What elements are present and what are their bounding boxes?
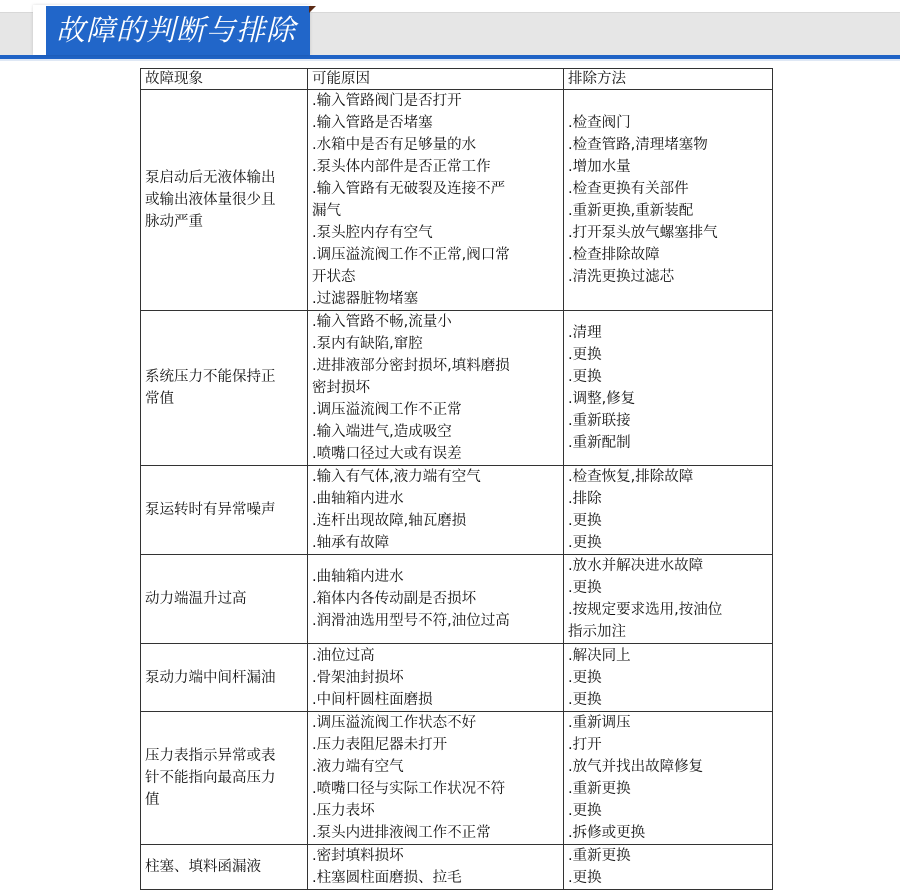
table-row	[141, 466, 773, 555]
cause-line: .输入有气体,液力端有空气	[312, 469, 481, 485]
remedy-line: .检查阀门	[568, 115, 631, 131]
symptom-line: 系统压力不能保持正	[145, 369, 276, 385]
remedy-line: .放气并找出故障修复	[568, 759, 704, 775]
remedy-line: .更换	[568, 803, 602, 819]
cause-line: .泵头腔内存有空气	[312, 225, 433, 241]
remedy-cell	[564, 466, 773, 555]
remedy-line: .检查更换有关部件	[568, 181, 689, 197]
remedy-line: .调整,修复	[568, 391, 636, 407]
symptom-cell	[141, 311, 308, 466]
cause-line: .液力端有空气	[312, 759, 404, 775]
symptom-line: 脉动严重	[145, 214, 203, 230]
symptom-line: 值	[145, 792, 160, 808]
symptom-cell	[141, 845, 308, 890]
cause-line: .压力表阻尼器未打开	[312, 737, 448, 753]
column-header-remedy: 排除方法	[564, 69, 773, 90]
remedy-cell	[564, 845, 773, 890]
cause-line: .输入管路阀门是否打开	[312, 93, 462, 109]
page-title: 故障的判断与排除	[46, 6, 310, 55]
cause-cell	[308, 555, 564, 644]
remedy-line: .打开泵头放气螺塞排气	[568, 225, 718, 241]
cause-cell	[308, 466, 564, 555]
remedy-line: .更换	[568, 669, 602, 686]
cause-cell	[308, 845, 564, 890]
cause-line: .箱体内各传动副是否损坏	[312, 591, 477, 607]
remedy-line: .清理	[568, 325, 602, 341]
cause-line: .喷嘴口径与实际工作状况不符	[312, 781, 506, 797]
remedy-line: .重新更换	[568, 781, 631, 797]
remedy-line: .解决同上	[568, 647, 631, 664]
remedy-cell	[564, 90, 773, 311]
cause-line: .调压溢流阀工作不正常,阀口常	[312, 247, 510, 263]
symptom-line: 柱塞、填料函漏液	[145, 859, 261, 875]
cause-line: 漏气	[312, 203, 341, 219]
cause-line: .骨架油封损坏	[312, 669, 404, 686]
cause-line: .曲轴箱内进水	[312, 569, 404, 585]
remedy-line: .拆修或更换	[568, 825, 646, 841]
cause-line: .密封填料损坏	[312, 848, 404, 864]
cause-line: .曲轴箱内进水	[312, 491, 404, 507]
remedy-line: .放水并解决进水故障	[568, 558, 704, 574]
cause-line: .中间杆圆柱面磨损	[312, 691, 433, 708]
cause-cell	[308, 90, 564, 311]
symptom-line: 泵动力端中间杆漏油	[145, 669, 276, 686]
cause-line: .润滑油选用型号不符,油位过高	[312, 613, 510, 629]
cause-line: .调压溢流阀工作状态不好	[312, 715, 477, 731]
symptom-cell	[141, 712, 308, 845]
table-row	[141, 644, 773, 712]
cause-cell	[308, 712, 564, 845]
remedy-line: .重新更换,重新装配	[568, 203, 694, 219]
symptom-line: 泵运转时有异常噪声	[145, 502, 276, 518]
table-row	[141, 712, 773, 845]
cause-line: .输入管路有无破裂及连接不严	[312, 181, 506, 197]
remedy-line: .更换	[568, 513, 602, 529]
column-header-cause: 可能原因	[308, 69, 564, 90]
cause-cell	[308, 644, 564, 712]
cause-line: .压力表坏	[312, 803, 375, 819]
cause-line: .进排液部分密封损坏,填料磨损	[312, 358, 510, 374]
table-header-row	[141, 69, 773, 90]
remedy-line: .更换	[568, 369, 602, 385]
table-row	[141, 311, 773, 466]
remedy-line: 指示加注	[568, 624, 626, 640]
table-row	[141, 90, 773, 311]
cause-line: .输入管路是否堵塞	[312, 115, 433, 131]
remedy-line: .清洗更换过滤芯	[568, 269, 675, 285]
cause-line: .泵头内进排液阀工作不正常	[312, 825, 491, 841]
remedy-line: .更换	[568, 535, 602, 551]
symptom-cell	[141, 555, 308, 644]
remedy-cell	[564, 712, 773, 845]
remedy-line: .排除	[568, 491, 602, 507]
cause-line: .调压溢流阀工作不正常	[312, 402, 462, 418]
table-row	[141, 555, 773, 644]
symptom-line: 或输出液体量很少且	[145, 192, 276, 208]
symptom-cell	[141, 466, 308, 555]
title-corner-decoration	[309, 6, 316, 13]
remedy-line: .检查恢复,排除故障	[568, 469, 694, 485]
remedy-line: .更换	[568, 691, 602, 708]
remedy-cell	[564, 311, 773, 466]
symptom-cell	[141, 644, 308, 712]
symptom-line: 压力表指示异常或表	[145, 748, 276, 764]
cause-line: .油位过高	[312, 647, 375, 664]
remedy-line: .重新联接	[568, 413, 631, 429]
remedy-line: .重新调压	[568, 715, 631, 731]
cause-line: .喷嘴口径过大或有误差	[312, 446, 462, 462]
symptom-line: 常值	[145, 391, 174, 407]
remedy-line: .按规定要求选用,按油位	[568, 602, 723, 618]
table-row	[141, 845, 773, 890]
remedy-line: .重新配制	[568, 435, 631, 451]
symptom-line: 动力端温升过高	[145, 591, 247, 607]
remedy-line: .增加水量	[568, 159, 631, 175]
remedy-line: .更换	[568, 347, 602, 363]
remedy-line: .更换	[568, 870, 602, 886]
cause-line: .柱塞圆柱面磨损、拉毛	[312, 870, 462, 886]
title-underline-highlight	[0, 59, 900, 61]
symptom-cell	[141, 90, 308, 311]
remedy-line: .打开	[568, 737, 602, 753]
column-header-symptom: 故障现象	[141, 69, 308, 90]
cause-line: .轴承有故障	[312, 535, 390, 551]
cause-line: .输入管路不畅,流量小	[312, 314, 452, 330]
cause-line: .泵内有缺陷,窜腔	[312, 336, 423, 352]
cause-line: .输入端进气,造成吸空	[312, 424, 452, 440]
symptom-line: 针不能指向最高压力	[145, 770, 276, 786]
fault-table	[140, 68, 773, 890]
symptom-line: 泵启动后无液体输出	[145, 170, 276, 186]
cause-line: .泵头体内部件是否正常工作	[312, 159, 491, 175]
cause-line: .过滤器脏物堵塞	[312, 291, 419, 307]
cause-line: .连杆出现故障,轴瓦磨损	[312, 513, 467, 529]
cause-line: .水箱中是否有足够量的水	[312, 137, 477, 153]
cause-cell	[308, 311, 564, 466]
remedy-line: .检查管路,清理堵塞物	[568, 137, 708, 153]
cause-line: 开状态	[312, 269, 356, 285]
remedy-cell	[564, 555, 773, 644]
remedy-line: .检查排除故障	[568, 247, 660, 263]
remedy-line: .更换	[568, 580, 602, 596]
remedy-line: .重新更换	[568, 848, 631, 864]
remedy-cell	[564, 644, 773, 712]
cause-line: 密封损坏	[312, 380, 370, 396]
